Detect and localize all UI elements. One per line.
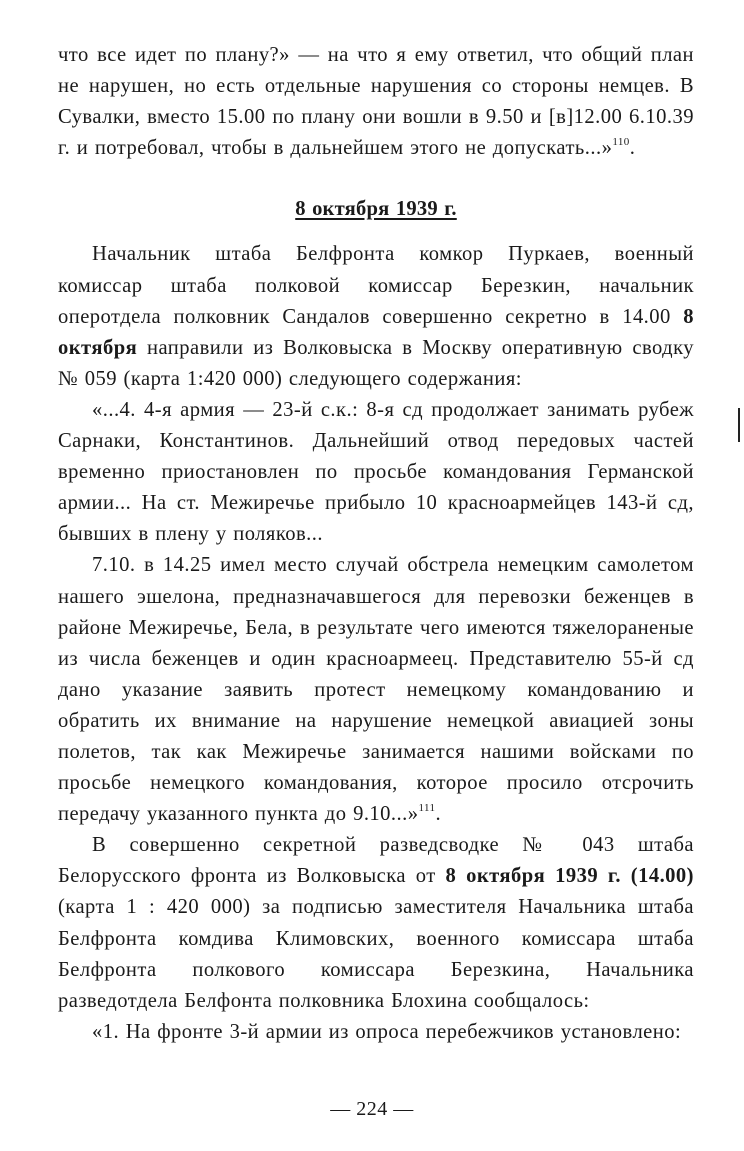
- margin-mark: [738, 408, 740, 442]
- paragraph-quote-front: «1. На фронте 3-й армии из опроса перебежчиков установлено:: [92, 1020, 682, 1043]
- paragraph-intelligence-report: [58, 830, 694, 1017]
- paragraph-tail: .: [435, 803, 442, 826]
- paragraph-text: Начальник штаба Белфронта комкор Пуркаев, военный комиссар штаба полковой комиссар Березкин, начальник оперотдела полковник Сандалов совершенно секретно в 14.00: [58, 243, 694, 328]
- footnote-reference: 110: [612, 136, 630, 149]
- paragraph-text: (карта 1 : 420 000) за подписью заместителя Начальника штаба Белфронта комдива Климовских, военного комиссара штаба Белфронта полкового комиссара Березкина, Начальника разведотдела Белфонта полковника Блохина сообщалось:: [58, 896, 694, 1012]
- paragraph-report-intro: [58, 239, 694, 394]
- section-heading: 8 октября 1939 г.: [295, 198, 457, 221]
- page-text-body: [58, 40, 694, 1048]
- paragraph-text: В совершенно секретной разведсводке № 043 штаба Белорусского фронта из Волковыска от: [58, 834, 694, 888]
- paragraph-quote-army: «...4. 4-я армия — 23-й с.к.: 8-я сд продолжает занимать рубеж Сарнаки, Константинов. Дальнейший отвод передовых частей временно приостановлен по просьбе командования Германской армии... На ст. Межиречье прибыло 10 красноармейцев 143-й сд, бывших в плену у поляков...: [58, 398, 694, 546]
- bold-date: 8 октября: [58, 305, 694, 359]
- paragraph-text: что все идет по плану?» — на что я ему ответил, что общий план не нарушен, но есть отдельные нарушения со стороны немцев. В Сувалки, вместо 15.00 по плану они вошли в 9.50 и [в]12.00 6.10.39 г. и потребовал, чтобы в дальнейшем этого не допускать...»: [58, 44, 694, 160]
- paragraph-continuation: [58, 40, 694, 164]
- footnote-reference: 111: [418, 802, 436, 815]
- page-number: — 224 —: [330, 1098, 414, 1120]
- paragraph-quote-incident: [58, 550, 694, 830]
- paragraph-text: направили из Волковыска в Москву оперативную сводку № 059 (карта 1:420 000) следующего содержания:: [58, 336, 694, 390]
- bold-date: 8 октября 1939 г. (14.00): [445, 865, 694, 888]
- paragraph-text: 7.10. в 14.25 имел место случай обстрела немецким самолетом нашего эшелона, предназначавшегося для перевозки беженцев в районе Межиречье, Бела, в результате чего имеются тяжелораненые из числа беженцев и один красноармеец. Представителю 55-й сд дано указание заявить протест немецкому командованию и обратить их внимание на нарушение немецкой авиацией зоны полетов, так как Межиречье занимается нашими войсками по просьбе немецкого командования, которое просило отсрочить передачу указанного пункта до 9.10...»: [58, 554, 694, 826]
- paragraph-tail: .: [629, 137, 636, 160]
